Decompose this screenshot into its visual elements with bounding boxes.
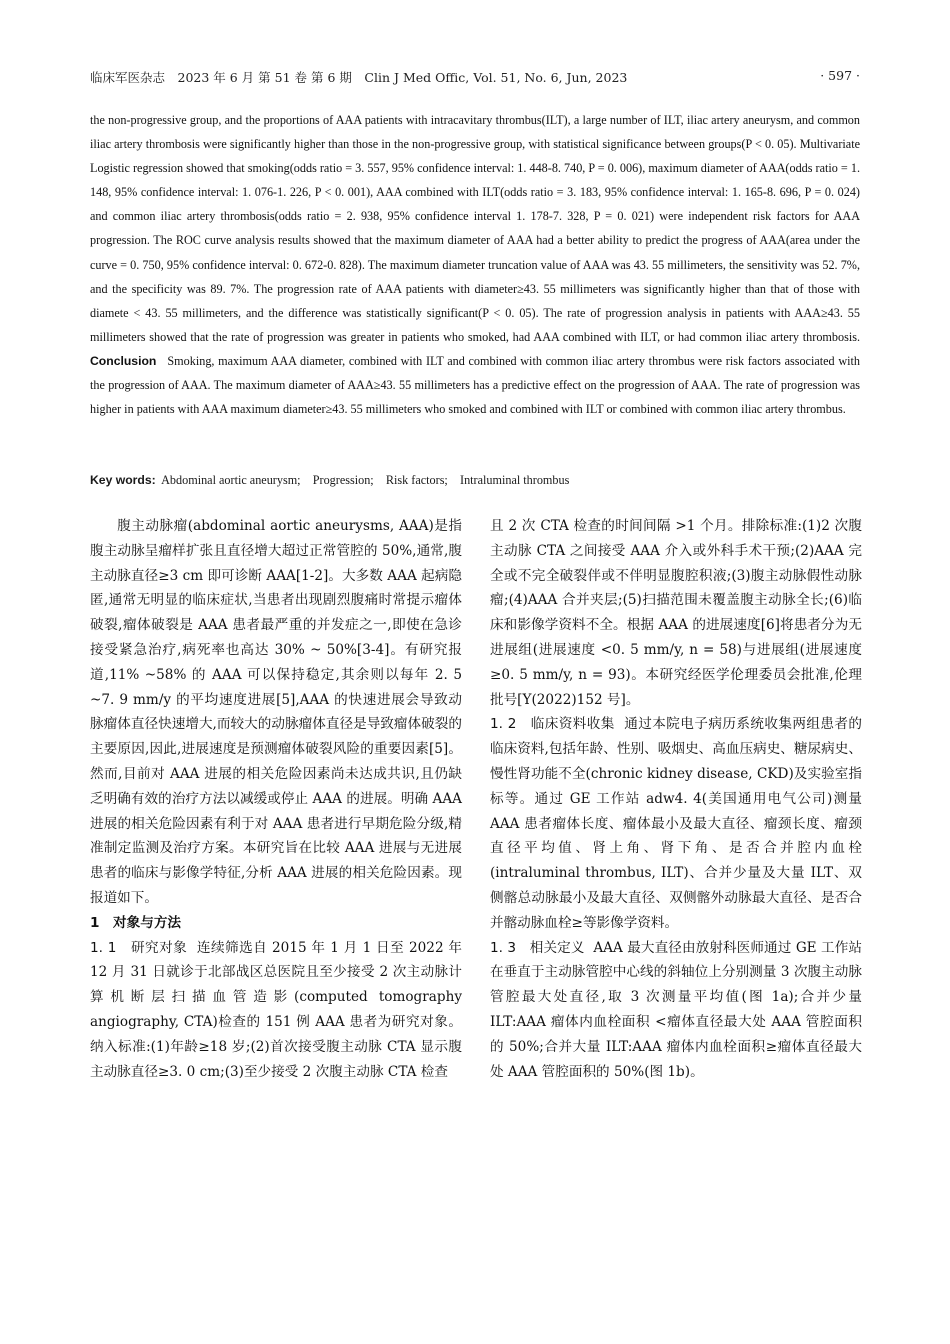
subsection-1-1-heading: 1. 1 研究对象 — [90, 939, 188, 956]
abstract-text — [90, 108, 860, 421]
conclusion-text: Smoking, maximum AAA diameter, combined with ILT and combined with common iliac artery thrombus were risk factors associated with the progression of AAA. The maximum diameter of AAA≥43. 55 millimeters has a predictive effect on the progression of AAA. The rate of progression was higher in patients with AAA maximum diameter≥43. 55 millimeters who smoked and combined with ILT or combined with common iliac artery thrombus. — [90, 353, 860, 417]
conclusion-label: Conclusion — [90, 353, 157, 368]
subsection-1-3-text: AAA 最大直径由放射科医师通过 GE 工作站在垂直于主动脉管腔中心线的斜轴位上分别测量 3 次腹主动脉管腔最大处直径,取 3 次测量平均值(图 1a);合并少量 ILT:AAA 瘤体内血栓面积 <瘤体直径最大处 AAA 管腔面积的 50%;合并大量 ILT:AAA 瘤体内血栓面积≥瘤体直径最大处 AAA 管腔面积的 50%(图 1b)。 — [490, 939, 862, 1080]
left-column — [90, 514, 462, 1084]
subsection-1-2-heading: 1. 2 临床资料收集 — [490, 716, 615, 733]
subsection-1-3-heading: 1. 3 相关定义 — [490, 939, 585, 956]
subsection-1-1-text: 连续筛选自 2015 年 1 月 1 日至 2022 年 12 月 31 日就诊于北部战区总医院且至少接受 2 次主动脉计算机断层扫描血管造影(computed tomography angiography, CTA)检查的 151 例 AAA 患者为研究对象。纳入标准:(1)年龄≥18 岁;(2)首次接受腹主动脉 CTA 显示腹主动脉直径≥3. 0 cm;(3)至少接受 2 次腹主动脉 CTA 检查 — [90, 939, 462, 1080]
keywords — [90, 468, 860, 492]
running-header — [90, 68, 860, 88]
keywords-list: Abdominal aortic aneurysm; Progression; Risk factors; Intraluminal thrombus — [161, 473, 570, 487]
journal-citation: 临床军医杂志 2023 年 6 月 第 51 卷 第 6 期 Clin J Med Offic, Vol. 51, No. 6, Jun, 2023 — [90, 70, 628, 85]
keywords-label: Key words: — [90, 473, 156, 487]
right-column — [490, 514, 862, 1084]
subsection-1-2-text: 通过本院电子病历系统收集两组患者的临床资料,包括年龄、性别、吸烟史、高血压病史、糖尿病史、慢性肾功能不全(chronic kidney disease, CKD)及实验室指标等。通过 GE 工作站 adw4. 4(美国通用电气公司)测量 AAA 患者瘤体长度、瘤体最小及最大直径、瘤颈长度、瘤颈直径平均值、肾上角、肾下角、是否合并腔内血栓(intraluminal thrombus, ILT)、合并少量及大量 ILT、双侧髂总动脉最小及最大直径、双侧髂外动脉最大直径、是否合并髂动脉血栓≥等影像学资料。 — [490, 716, 862, 931]
abstract-body: the non-progressive group, and the proportions of AAA patients with intracavitary thrombus(ILT), a large number of ILT, iliac artery aneurysm, and common iliac artery thrombosis were significantly higher than those in the non-progressive group, with statistical significance between groups(P < 0. 05). Multivariate Logistic regression showed that smoking(odds ratio = 3. 557, 95% confidence interval: 1. 448-8. 740, P = 0. 006), maximum diameter of AAA(odds ratio = 1. 148, 95% confidence interval: 1. 076-1. 226, P < 0. 001), AAA combined with ILT(odds ratio = 3. 183, 95% confidence interval: 1. 165-8. 696, P = 0. 024) and common iliac artery thrombosis(odds ratio = 2. 938, 95% confidence interval 1. 178-7. 328, P = 0. 021) were independent risk factors for AAA progression. The ROC curve analysis results showed that the maximum diameter of AAA had a better ability to predict the progress of AAA(area under the curve = 0. 750, 95% confidence interval: 0. 672-0. 828). The maximum diameter truncation value of AAA was 43. 55 millimeters, the sensitivity was 52. 7%, and the specificity was 89. 7%. The progression rate of AAA patients with diameter≥43. 55 millimeters was significantly higher than that of those with diamete < 43. 55 millimeters, and the difference was statistically significant(P < 0. 05). The rate of progression analysis in patients with AAA≥43. 55 millimeters showed that the rate of progression was greater in patients who smoked, had AAA combined with ILT, or had common iliac artery thrombosis. — [90, 113, 860, 344]
continuation-paragraph: 且 2 次 CTA 检查的时间间隔 >1 个月。排除标准:(1)2 次腹主动脉 CTA 之间接受 AAA 介入或外科手术干预;(2)AAA 完全或不完全破裂伴或不伴明显腹腔积液;(3)腹主动脉假性动脉瘤;(4)AAA 合并夹层;(5)扫描范围未覆盖腹主动脉全长;(6)临床和影像学资料不全。根据 AAA 的进展速度[6]将患者分为无进展组(进展速度 <0. 5 mm/y, n = 58)与进展组(进展速度≥0. 5 mm/y, n = 93)。本研究经医学伦理委员会批准,伦理批号[Y(2022)152 号]。 — [490, 518, 862, 708]
intro-paragraph: 腹主动脉瘤(abdominal aortic aneurysms, AAA)是指腹主动脉呈瘤样扩张且直径增大超过正常管腔的 50%,通常,腹主动脉直径≥3 cm 即可诊断 AAA[1-2]。大多数 AAA 起病隐匿,通常无明显的临床症状,当患者出现剧烈腹痛时常提示瘤体破裂,瘤体破裂是 AAA 患者最严重的并发症之一,即使在急诊接受紧急治疗,病死率也高达 30% ~ 50%[3-4]。有研究报道,11% ~58% 的 AAA 可以保持稳定,其余则以每年 2. 5 ~7. 9 mm/y 的平均速度进展[5],AAA 的快速进展会导致动脉瘤体直径快速增大,而较大的动脉瘤体直径是导致瘤体破裂的主要原因,因此,进展速度是预测瘤体破裂风险的重要因素[5]。然而,目前对 AAA 进展的相关危险因素尚未达成共识,且仍缺乏明确有效的治疗方法以减缓或停止 AAA 的进展。明确 AAA 进展的相关危险因素有利于对 AAA 患者进行早期危险分级,精准制定监测及治疗方案。本研究旨在比较 AAA 进展与无进展患者的临床与影像学特征,分析 AAA 进展的相关危险因素。现报道如下。 — [90, 518, 462, 906]
page-number: · 597 · — [820, 68, 860, 83]
section-heading: 1 对象与方法 — [90, 914, 182, 931]
